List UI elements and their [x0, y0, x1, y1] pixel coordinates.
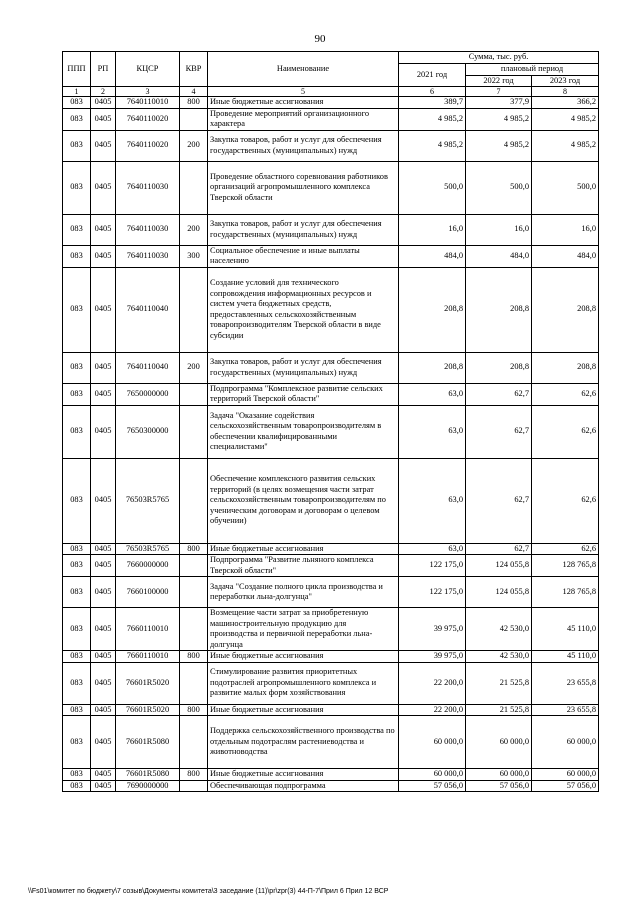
table-row: [63, 405, 599, 458]
table-row: [63, 662, 599, 704]
row-name: Иные бюджетные ассигнования: [208, 651, 399, 663]
row-ppp: 083: [63, 214, 91, 245]
row-name: Иные бюджетные ассигнования: [208, 97, 399, 109]
row-kvr: [180, 405, 208, 458]
row-value-2023: 128 765,8: [532, 577, 599, 608]
row-value-2021: 208,8: [399, 267, 466, 352]
row-value-2022: 62,7: [466, 383, 532, 405]
row-kcsr: 7640110030: [116, 245, 180, 267]
row-value-2022: 57 056,0: [466, 780, 532, 792]
row-ppp: 083: [63, 577, 91, 608]
row-kcsr: 76503R5765: [116, 543, 180, 555]
table-row: [63, 161, 599, 214]
row-value-2021: 63,0: [399, 405, 466, 458]
row-kvr: 800: [180, 651, 208, 663]
row-value-2023: 60 000,0: [532, 769, 599, 781]
row-rp: 0405: [91, 458, 116, 543]
row-value-2023: 16,0: [532, 214, 599, 245]
row-rp: 0405: [91, 780, 116, 792]
table-row: [63, 608, 599, 651]
header-name: Наименование: [208, 52, 399, 87]
column-index: 4: [180, 87, 208, 97]
row-kcsr: 76601R5020: [116, 704, 180, 716]
table-row: [63, 769, 599, 781]
row-name: Подпрограмма "Комплексное развитие сельских территорий Тверской области": [208, 383, 399, 405]
row-value-2023: 62,6: [532, 458, 599, 543]
row-value-2021: 389,7: [399, 97, 466, 109]
row-ppp: 083: [63, 161, 91, 214]
row-kvr: 300: [180, 245, 208, 267]
row-name: Иные бюджетные ассигнования: [208, 769, 399, 781]
table-row: [63, 555, 599, 577]
row-rp: 0405: [91, 555, 116, 577]
row-value-2021: 122 175,0: [399, 555, 466, 577]
row-kvr: 800: [180, 769, 208, 781]
row-rp: 0405: [91, 608, 116, 651]
row-kcsr: 76601R5080: [116, 769, 180, 781]
row-ppp: 083: [63, 245, 91, 267]
table-row: [63, 543, 599, 555]
column-index: 1: [63, 87, 91, 97]
row-kcsr: 7660100000: [116, 577, 180, 608]
table-row: [63, 716, 599, 769]
row-value-2023: 208,8: [532, 267, 599, 352]
table-row: [63, 383, 599, 405]
row-kvr: [180, 716, 208, 769]
row-kvr: [180, 161, 208, 214]
budget-table: [62, 51, 599, 792]
row-kcsr: 7660110010: [116, 608, 180, 651]
table-row: [63, 352, 599, 383]
row-value-2022: 42 530,0: [466, 608, 532, 651]
row-name: Обеспечивающая подпрограмма: [208, 780, 399, 792]
row-value-2022: 484,0: [466, 245, 532, 267]
row-kvr: [180, 267, 208, 352]
row-kvr: [180, 383, 208, 405]
row-rp: 0405: [91, 769, 116, 781]
row-kcsr: 7640110020: [116, 130, 180, 161]
row-value-2023: 62,6: [532, 543, 599, 555]
row-kvr: 800: [180, 704, 208, 716]
row-kcsr: 76503R5765: [116, 458, 180, 543]
row-value-2021: 500,0: [399, 161, 466, 214]
footer-file-path: \\Fs01\комитет по бюджету\7 созыв\Документы комитета\3 заседание (11)\pr\zpr(3) 44-П-7\Прил 6 Прил 12 ВСР: [28, 888, 389, 895]
row-value-2021: 208,8: [399, 352, 466, 383]
row-kvr: [180, 662, 208, 704]
row-rp: 0405: [91, 214, 116, 245]
row-name: Закупка товаров, работ и услуг для обеспечения государственных (муниципальных) нужд: [208, 352, 399, 383]
row-value-2022: 377,9: [466, 97, 532, 109]
table-row: [63, 214, 599, 245]
row-value-2023: 23 655,8: [532, 704, 599, 716]
row-rp: 0405: [91, 97, 116, 109]
row-name: Иные бюджетные ассигнования: [208, 543, 399, 555]
row-value-2022: 124 055,8: [466, 555, 532, 577]
row-value-2021: 4 985,2: [399, 130, 466, 161]
row-name: Проведение областного соревнования работников организаций агропромышленного комплекса Тверской области: [208, 161, 399, 214]
row-value-2022: 62,7: [466, 543, 532, 555]
row-name: Поддержка сельскохозяйственного производства по отдельным подотраслям растениеводства и животноводства: [208, 716, 399, 769]
table-row: [63, 704, 599, 716]
row-name: Социальное обеспечение и иные выплаты населению: [208, 245, 399, 267]
row-value-2021: 63,0: [399, 383, 466, 405]
row-ppp: 083: [63, 108, 91, 130]
header-2021: 2021 год: [399, 64, 466, 87]
row-name: Возмещение части затрат за приобретенную машиностроительную продукцию для производства и первичной переработки льна-долгунца: [208, 608, 399, 651]
column-index: 3: [116, 87, 180, 97]
column-index: 6: [399, 87, 466, 97]
row-name: Иные бюджетные ассигнования: [208, 704, 399, 716]
row-kcsr: 7640110030: [116, 214, 180, 245]
header-sum: Сумма, тыс. руб.: [399, 52, 599, 64]
row-value-2023: 45 110,0: [532, 651, 599, 663]
row-kcsr: 7650300000: [116, 405, 180, 458]
row-kcsr: 7640110010: [116, 97, 180, 109]
row-value-2022: 42 530,0: [466, 651, 532, 663]
row-value-2021: 22 200,0: [399, 662, 466, 704]
row-kcsr: 7650000000: [116, 383, 180, 405]
header-2022: 2022 год: [466, 75, 532, 87]
header-rp: РП: [91, 52, 116, 87]
row-name: Закупка товаров, работ и услуг для обеспечения государственных (муниципальных) нужд: [208, 214, 399, 245]
row-value-2022: 21 525,8: [466, 662, 532, 704]
row-ppp: 083: [63, 458, 91, 543]
row-ppp: 083: [63, 704, 91, 716]
header-kvr: КВР: [180, 52, 208, 87]
column-index: 5: [208, 87, 399, 97]
row-value-2022: 60 000,0: [466, 769, 532, 781]
table-row: [63, 577, 599, 608]
row-value-2023: 4 985,2: [532, 108, 599, 130]
row-value-2023: 57 056,0: [532, 780, 599, 792]
row-rp: 0405: [91, 543, 116, 555]
row-rp: 0405: [91, 651, 116, 663]
row-kcsr: 7640110040: [116, 267, 180, 352]
row-name: Стимулирование развития приоритетных подотраслей агропромышленного комплекса и развитие малых форм хозяйствования: [208, 662, 399, 704]
table-header: [63, 52, 599, 97]
row-ppp: 083: [63, 130, 91, 161]
row-value-2023: 208,8: [532, 352, 599, 383]
row-value-2023: 62,6: [532, 383, 599, 405]
row-ppp: 083: [63, 352, 91, 383]
row-name: Задача "Оказание содействия сельскохозяйственным товаропроизводителям в обеспечении квалифицированными специалистами": [208, 405, 399, 458]
row-name: Задача "Создание полного цикла производства и переработки льна-долгунца": [208, 577, 399, 608]
table-body: [63, 97, 599, 792]
row-value-2023: 60 000,0: [532, 716, 599, 769]
row-value-2021: 4 985,2: [399, 108, 466, 130]
row-kcsr: 7660110010: [116, 651, 180, 663]
row-ppp: 083: [63, 383, 91, 405]
row-value-2021: 16,0: [399, 214, 466, 245]
row-kcsr: 7640110020: [116, 108, 180, 130]
table-row: [63, 108, 599, 130]
row-value-2022: 62,7: [466, 458, 532, 543]
row-kvr: [180, 780, 208, 792]
row-value-2023: 484,0: [532, 245, 599, 267]
row-value-2021: 122 175,0: [399, 577, 466, 608]
row-ppp: 083: [63, 716, 91, 769]
row-value-2022: 500,0: [466, 161, 532, 214]
table-row: [63, 651, 599, 663]
row-value-2021: 484,0: [399, 245, 466, 267]
row-ppp: 083: [63, 405, 91, 458]
row-kvr: [180, 555, 208, 577]
row-ppp: 083: [63, 780, 91, 792]
row-kcsr: 7660000000: [116, 555, 180, 577]
row-rp: 0405: [91, 130, 116, 161]
row-ppp: 083: [63, 555, 91, 577]
row-rp: 0405: [91, 245, 116, 267]
row-rp: 0405: [91, 662, 116, 704]
header-2023: 2023 год: [532, 75, 599, 87]
row-value-2023: 4 985,2: [532, 130, 599, 161]
row-value-2022: 21 525,8: [466, 704, 532, 716]
row-value-2021: 57 056,0: [399, 780, 466, 792]
row-value-2021: 39 975,0: [399, 608, 466, 651]
row-name: Проведение мероприятий организационного характера: [208, 108, 399, 130]
row-name: Закупка товаров, работ и услуг для обеспечения государственных (муниципальных) нужд: [208, 130, 399, 161]
row-value-2023: 62,6: [532, 405, 599, 458]
row-ppp: 083: [63, 267, 91, 352]
row-ppp: 083: [63, 662, 91, 704]
column-index: 8: [532, 87, 599, 97]
row-value-2023: 366,2: [532, 97, 599, 109]
row-rp: 0405: [91, 352, 116, 383]
row-kcsr: 7640110030: [116, 161, 180, 214]
row-kvr: [180, 577, 208, 608]
row-rp: 0405: [91, 267, 116, 352]
row-rp: 0405: [91, 577, 116, 608]
row-value-2022: 208,8: [466, 267, 532, 352]
row-value-2021: 60 000,0: [399, 769, 466, 781]
row-kcsr: 7640110040: [116, 352, 180, 383]
row-rp: 0405: [91, 716, 116, 769]
row-kvr: [180, 608, 208, 651]
table-row: [63, 245, 599, 267]
row-name: Обеспечение комплексного развития сельских территорий (в целях возмещения части затрат сельскохозяйственным товаропроизводителям по ученическим договорам и договорам о целевом обучении): [208, 458, 399, 543]
row-ppp: 083: [63, 543, 91, 555]
row-value-2023: 500,0: [532, 161, 599, 214]
row-value-2022: 16,0: [466, 214, 532, 245]
row-kcsr: 7690000000: [116, 780, 180, 792]
row-value-2021: 39 975,0: [399, 651, 466, 663]
table-row: [63, 267, 599, 352]
row-kvr: 200: [180, 214, 208, 245]
row-kvr: 200: [180, 130, 208, 161]
header-ppp: ППП: [63, 52, 91, 87]
table-row: [63, 130, 599, 161]
table-row: [63, 97, 599, 109]
row-value-2022: 4 985,2: [466, 108, 532, 130]
row-value-2022: 60 000,0: [466, 716, 532, 769]
table-row: [63, 780, 599, 792]
row-rp: 0405: [91, 161, 116, 214]
row-value-2023: 128 765,8: [532, 555, 599, 577]
row-value-2022: 124 055,8: [466, 577, 532, 608]
row-name: Создание условий для технического сопровождения информационных ресурсов и систем учета бюджетных средств, предоставленных сельскохозяйственным товаропроизводителям Тверской области в виде субсидии: [208, 267, 399, 352]
row-ppp: 083: [63, 769, 91, 781]
table-row: [63, 458, 599, 543]
row-value-2022: 4 985,2: [466, 130, 532, 161]
row-rp: 0405: [91, 108, 116, 130]
row-kvr: [180, 108, 208, 130]
row-ppp: 083: [63, 608, 91, 651]
column-index: 2: [91, 87, 116, 97]
page-number: 90: [314, 33, 326, 45]
row-value-2023: 23 655,8: [532, 662, 599, 704]
row-value-2022: 208,8: [466, 352, 532, 383]
row-value-2021: 63,0: [399, 458, 466, 543]
column-index-row: [63, 87, 599, 97]
row-kvr: 800: [180, 97, 208, 109]
row-value-2021: 63,0: [399, 543, 466, 555]
row-kvr: 800: [180, 543, 208, 555]
row-value-2023: 45 110,0: [532, 608, 599, 651]
row-rp: 0405: [91, 405, 116, 458]
row-kcsr: 76601R5020: [116, 662, 180, 704]
row-ppp: 083: [63, 651, 91, 663]
row-value-2021: 22 200,0: [399, 704, 466, 716]
row-kvr: [180, 458, 208, 543]
row-kcsr: 76601R5080: [116, 716, 180, 769]
row-ppp: 083: [63, 97, 91, 109]
row-value-2021: 60 000,0: [399, 716, 466, 769]
row-name: Подпрограмма "Развитие льняного комплекса Тверской области": [208, 555, 399, 577]
row-rp: 0405: [91, 383, 116, 405]
row-kvr: 200: [180, 352, 208, 383]
header-planned-period: плановый период: [466, 64, 599, 76]
header-kcsr: КЦСР: [116, 52, 180, 87]
row-value-2022: 62,7: [466, 405, 532, 458]
row-rp: 0405: [91, 704, 116, 716]
column-index: 7: [466, 87, 532, 97]
